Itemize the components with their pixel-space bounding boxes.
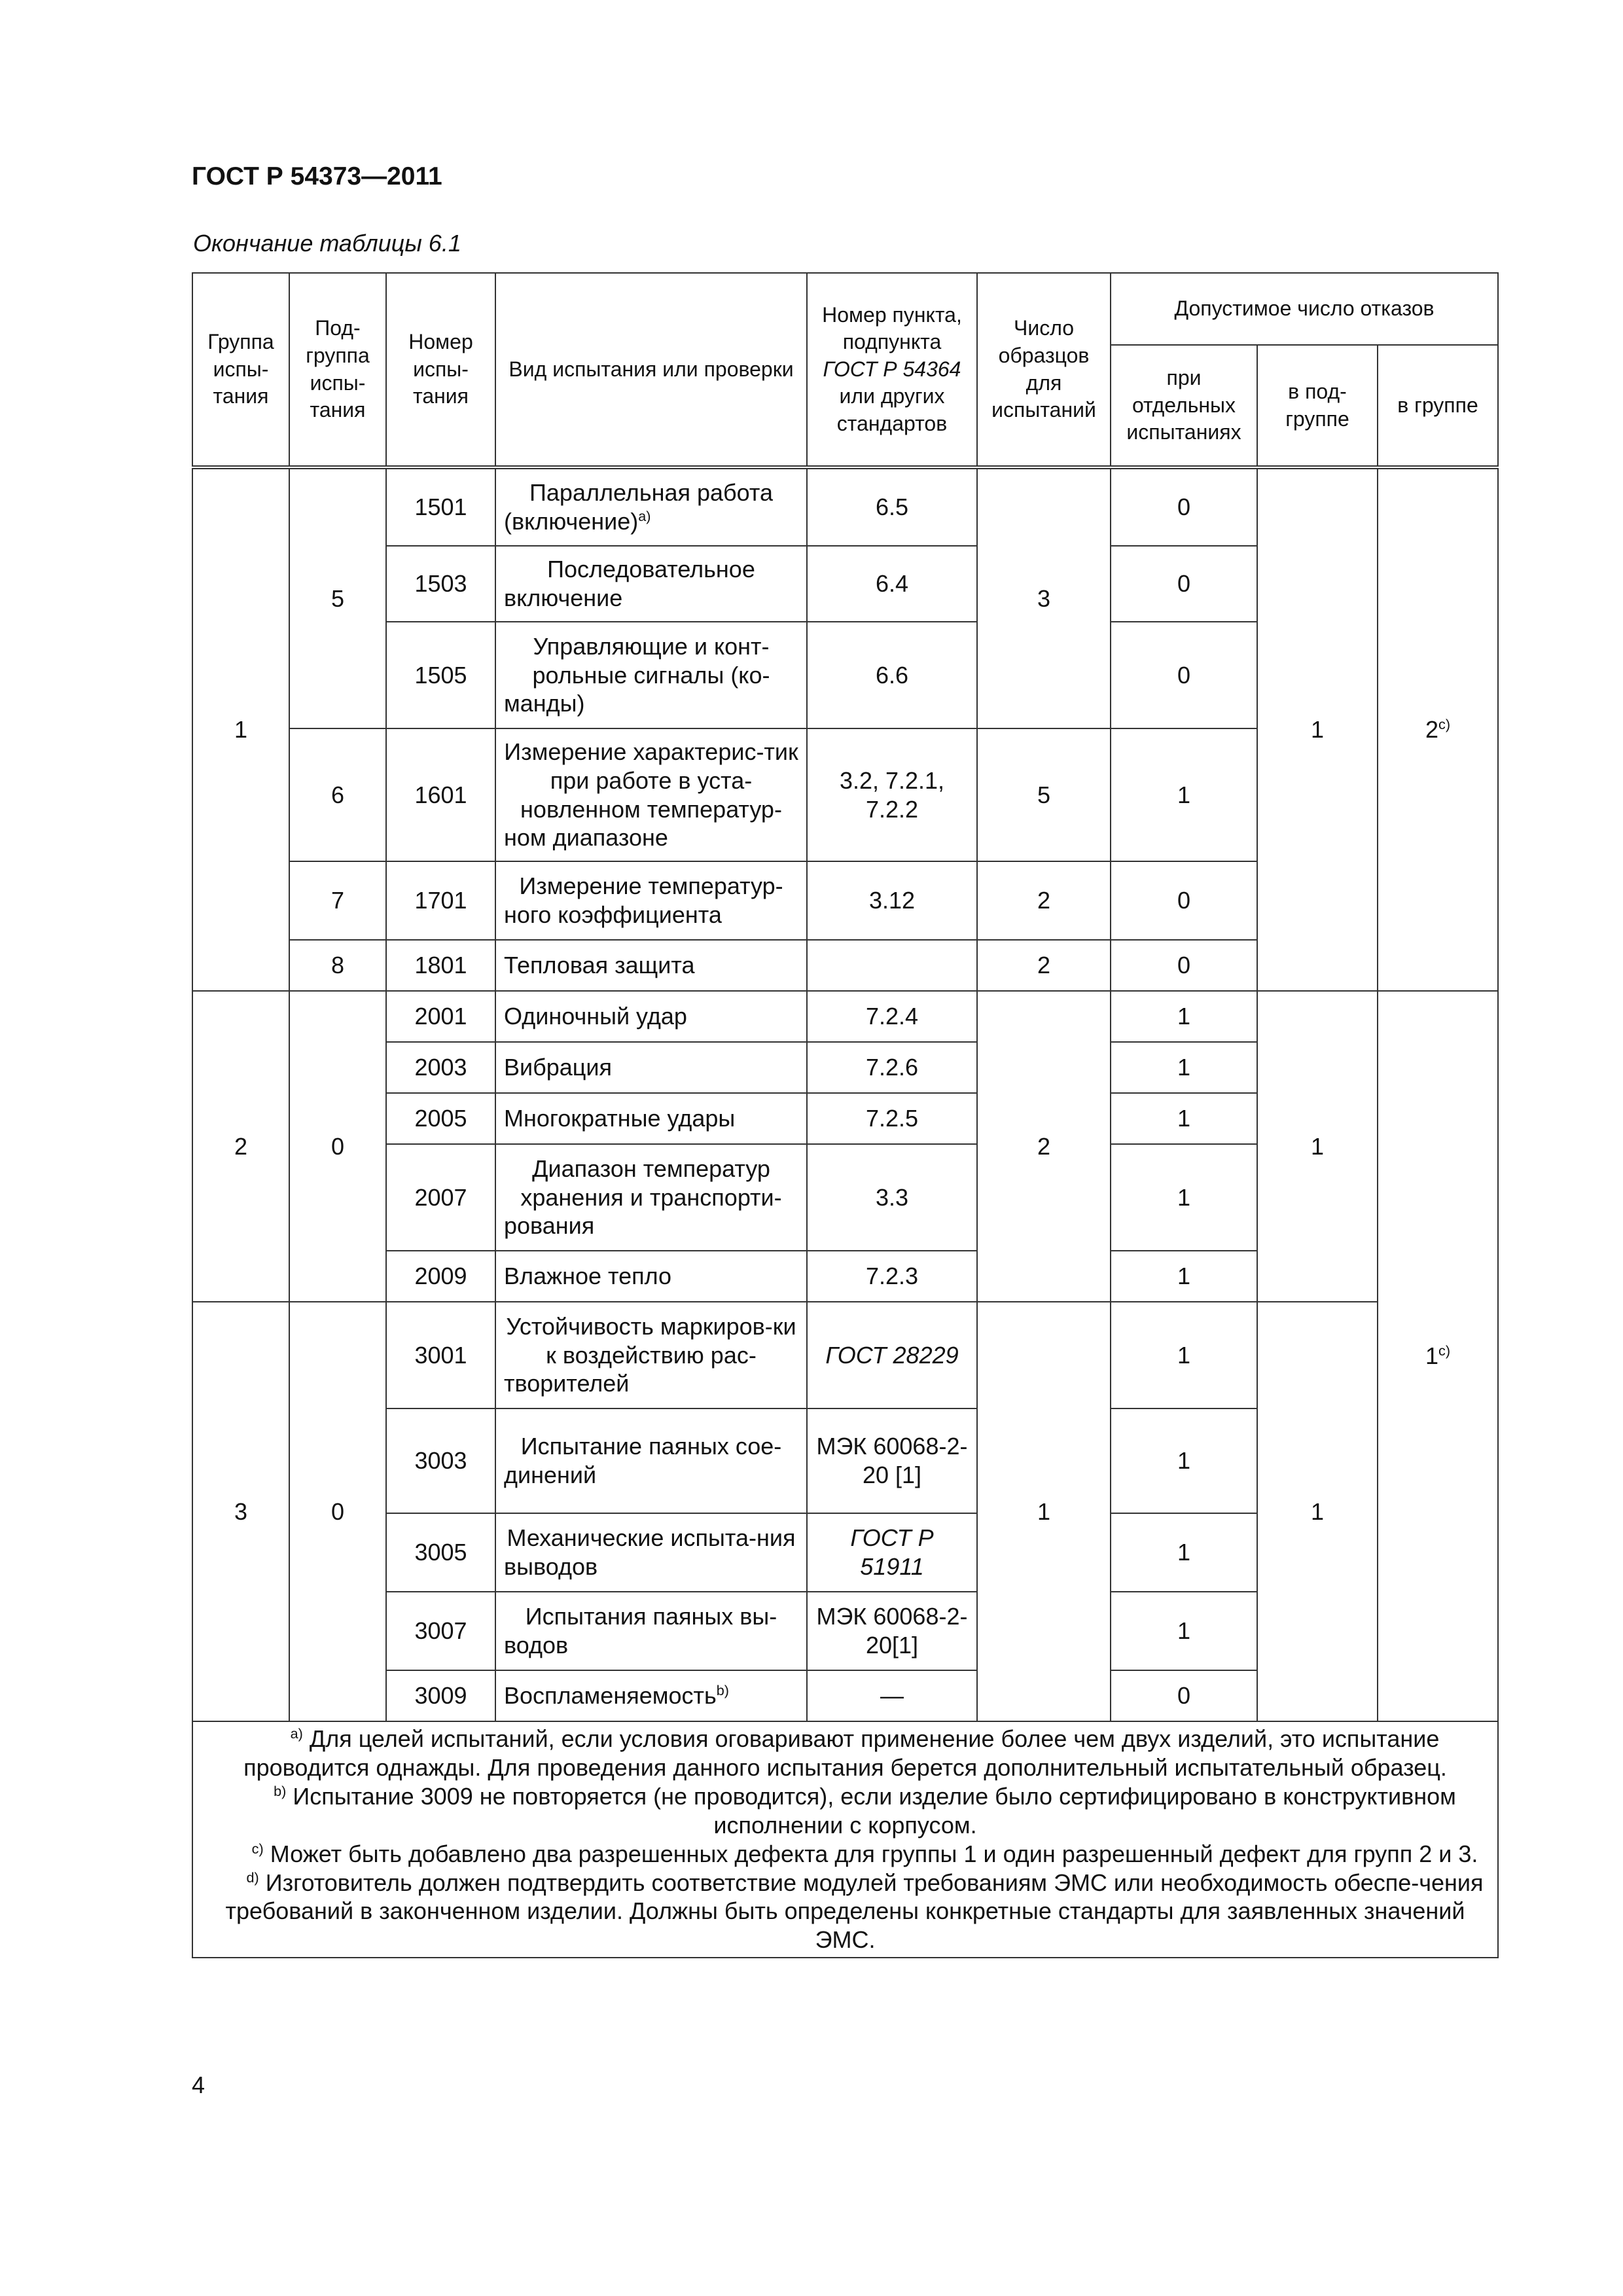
- test-name: Управляющие и конт-рольные сигналы (ко-манды): [495, 622, 807, 728]
- clause-cell: МЭК 60068-2-20 [1]: [807, 1408, 977, 1513]
- test-number: 3005: [386, 1513, 495, 1592]
- test-name: Вибрация: [495, 1042, 807, 1093]
- header-subgroup: Под-группа испы-тания: [289, 273, 386, 467]
- footnote-text: Изготовитель должен подтвердить соответствие модулей требованиям ЭМС или необходимость обеспе-чения требований в законченном изделии. Должны быть определены конкретные стандарты для заявленных значений ЭМС.: [225, 1869, 1484, 1954]
- test-number: 1601: [386, 728, 495, 861]
- clause-cell: 3.2, 7.2.1, 7.2.2: [807, 728, 977, 861]
- test-number: 2009: [386, 1251, 495, 1302]
- clause-cell: 6.6: [807, 622, 977, 728]
- footnote-mark: a): [290, 1725, 303, 1742]
- fail-individual-cell: 1: [1111, 1592, 1257, 1670]
- header-test-number: Номер испы-тания: [386, 273, 495, 467]
- fail-individual-cell: 1: [1111, 1302, 1257, 1408]
- document-header: ГОСТ Р 54373—2011: [192, 162, 442, 190]
- test-number: 1501: [386, 467, 495, 546]
- fail-group-cell: [1378, 991, 1498, 1721]
- fail-individual-cell: 1: [1111, 1408, 1257, 1513]
- fail-individual-cell: 0: [1111, 1670, 1257, 1721]
- test-number: 1801: [386, 940, 495, 991]
- clause-cell: МЭК 60068-2-20[1]: [807, 1592, 977, 1670]
- footnotes-cell: [192, 1721, 1498, 1958]
- test-name: [495, 467, 807, 546]
- clause-cell: ГОСТ 28229: [807, 1302, 977, 1408]
- footnote-mark: b): [274, 1782, 287, 1799]
- subgroup-cell: 0: [289, 1302, 386, 1721]
- footnote-text: Для целей испытаний, если условия оговаривают применение более чем двух изделий, это испытание проводится однажды. Для проведения данного испытания берется дополнительный испытательный образец.: [243, 1725, 1447, 1781]
- header-fail-group: в группе: [1378, 345, 1498, 467]
- test-name-text: Воспламеняемость: [504, 1682, 717, 1710]
- fail-subgroup-cell: 1: [1257, 1302, 1378, 1721]
- samples-cell: 3: [977, 467, 1111, 728]
- fail-individual-cell: 1: [1111, 1513, 1257, 1592]
- footnote-ref: c): [1438, 716, 1451, 733]
- group-cell: 1: [192, 467, 289, 991]
- test-name: Влажное тепло: [495, 1251, 807, 1302]
- fail-individual-cell: 0: [1111, 467, 1257, 546]
- fail-individual-cell: 1: [1111, 1144, 1257, 1251]
- fail-individual-cell: 1: [1111, 1042, 1257, 1093]
- test-number: 1505: [386, 622, 495, 728]
- footnote-mark: c): [251, 1840, 264, 1857]
- header-clause-line1: Номер пункта, подпункта: [822, 302, 962, 354]
- fail-individual-cell: 0: [1111, 622, 1257, 728]
- clause-cell: —: [807, 1670, 977, 1721]
- test-name: Последовательное включение: [495, 546, 807, 622]
- fail-individual-cell: 1: [1111, 728, 1257, 861]
- footnote-ref: c): [1438, 1342, 1451, 1359]
- fail-individual-cell: 0: [1111, 546, 1257, 622]
- header-samples: Число образцов для испытаний: [977, 273, 1111, 467]
- test-name: Испытания паяных вы-водов: [495, 1592, 807, 1670]
- table-row: [192, 1302, 1498, 1408]
- test-number: 3009: [386, 1670, 495, 1721]
- fail-group-cell: [1378, 467, 1498, 991]
- clause-cell: ГОСТ Р 51911: [807, 1513, 977, 1592]
- footnote-ref: b): [716, 1682, 729, 1699]
- header-fail-individual: при отдельных испытаниях: [1111, 345, 1257, 467]
- clause-cell: 7.2.4: [807, 991, 977, 1042]
- footnote: [201, 1725, 1489, 1782]
- test-number: 2001: [386, 991, 495, 1042]
- clause-cell: 7.2.5: [807, 1093, 977, 1144]
- fail-group-value: 1: [1425, 1342, 1439, 1370]
- table-caption: Окончание таблицы 6.1: [193, 230, 461, 257]
- fail-individual-cell: 0: [1111, 940, 1257, 991]
- test-name: Устойчивость маркиров-ки к воздействию рас-творителей: [495, 1302, 807, 1408]
- footnote-text: Испытание 3009 не повторяется (не проводится), если изделие было сертифицировано в конструктивном исполнении с корпусом.: [293, 1782, 1456, 1839]
- samples-cell: 5: [977, 728, 1111, 861]
- test-name: Измерение температур-ного коэффициента: [495, 861, 807, 940]
- group-cell: 3: [192, 1302, 289, 1721]
- test-number: 3001: [386, 1302, 495, 1408]
- header-clause: [807, 273, 977, 467]
- footnote-ref: a): [638, 508, 651, 524]
- test-number: 3003: [386, 1408, 495, 1513]
- header-clause-standard: ГОСТ Р 54364: [823, 357, 961, 381]
- fail-subgroup-cell: 1: [1257, 467, 1378, 991]
- subgroup-cell: 7: [289, 861, 386, 940]
- test-number: 3007: [386, 1592, 495, 1670]
- test-name: Многократные удары: [495, 1093, 807, 1144]
- footnote: [201, 1869, 1489, 1955]
- header-test-type: Вид испытания или проверки: [495, 273, 807, 467]
- subgroup-cell: 6: [289, 728, 386, 861]
- subgroup-cell: 0: [289, 991, 386, 1302]
- samples-cell: 2: [977, 940, 1111, 991]
- test-name: Одиночный удар: [495, 991, 807, 1042]
- clause-cell: 7.2.6: [807, 1042, 977, 1093]
- table-row: [192, 467, 1498, 546]
- fail-individual-cell: 1: [1111, 991, 1257, 1042]
- test-name: Измерение характерис-тик при работе в уста-новленном температур-ном диапазоне: [495, 728, 807, 861]
- fail-individual-cell: 0: [1111, 861, 1257, 940]
- test-name: Диапазон температур хранения и транспорти-рования: [495, 1144, 807, 1251]
- test-name: Тепловая защита: [495, 940, 807, 991]
- test-name: Механические испыта-ния выводов: [495, 1513, 807, 1592]
- test-table: [192, 272, 1499, 1958]
- header-failures: Допустимое число отказов: [1111, 273, 1498, 345]
- footnote-mark: d): [246, 1869, 259, 1886]
- fail-group-value: 2: [1425, 716, 1439, 744]
- test-name: Испытание паяных сое-динений: [495, 1408, 807, 1513]
- test-name: [495, 1670, 807, 1721]
- test-number: 2003: [386, 1042, 495, 1093]
- table-row: [192, 991, 1498, 1042]
- header-group: Группа испы-тания: [192, 273, 289, 467]
- test-name-text: Параллельная работа (включение): [504, 479, 773, 535]
- fail-subgroup-cell: 1: [1257, 991, 1378, 1302]
- test-number: 2005: [386, 1093, 495, 1144]
- fail-individual-cell: 1: [1111, 1251, 1257, 1302]
- test-number: 2007: [386, 1144, 495, 1251]
- footnote: [201, 1782, 1489, 1840]
- page-number: 4: [192, 2072, 205, 2098]
- footnote-text: Может быть добавлено два разрешенных дефекта для группы 1 и один разрешенный дефект для групп 2 и 3.: [270, 1840, 1478, 1867]
- clause-cell: 7.2.3: [807, 1251, 977, 1302]
- samples-cell: 2: [977, 861, 1111, 940]
- clause-cell: 6.4: [807, 546, 977, 622]
- subgroup-cell: 5: [289, 467, 386, 728]
- footnotes-row: [192, 1721, 1498, 1958]
- clause-cell: [807, 940, 977, 991]
- test-number: 1503: [386, 546, 495, 622]
- footnote: [201, 1840, 1489, 1869]
- header-clause-line2: или других стандартов: [836, 384, 948, 435]
- test-number: 1701: [386, 861, 495, 940]
- subgroup-cell: 8: [289, 940, 386, 991]
- samples-cell: 1: [977, 1302, 1111, 1721]
- samples-cell: 2: [977, 991, 1111, 1302]
- group-cell: 2: [192, 991, 289, 1302]
- clause-cell: 3.3: [807, 1144, 977, 1251]
- fail-individual-cell: 1: [1111, 1093, 1257, 1144]
- clause-cell: 6.5: [807, 467, 977, 546]
- header-fail-subgroup: в под-группе: [1257, 345, 1378, 467]
- clause-cell: 3.12: [807, 861, 977, 940]
